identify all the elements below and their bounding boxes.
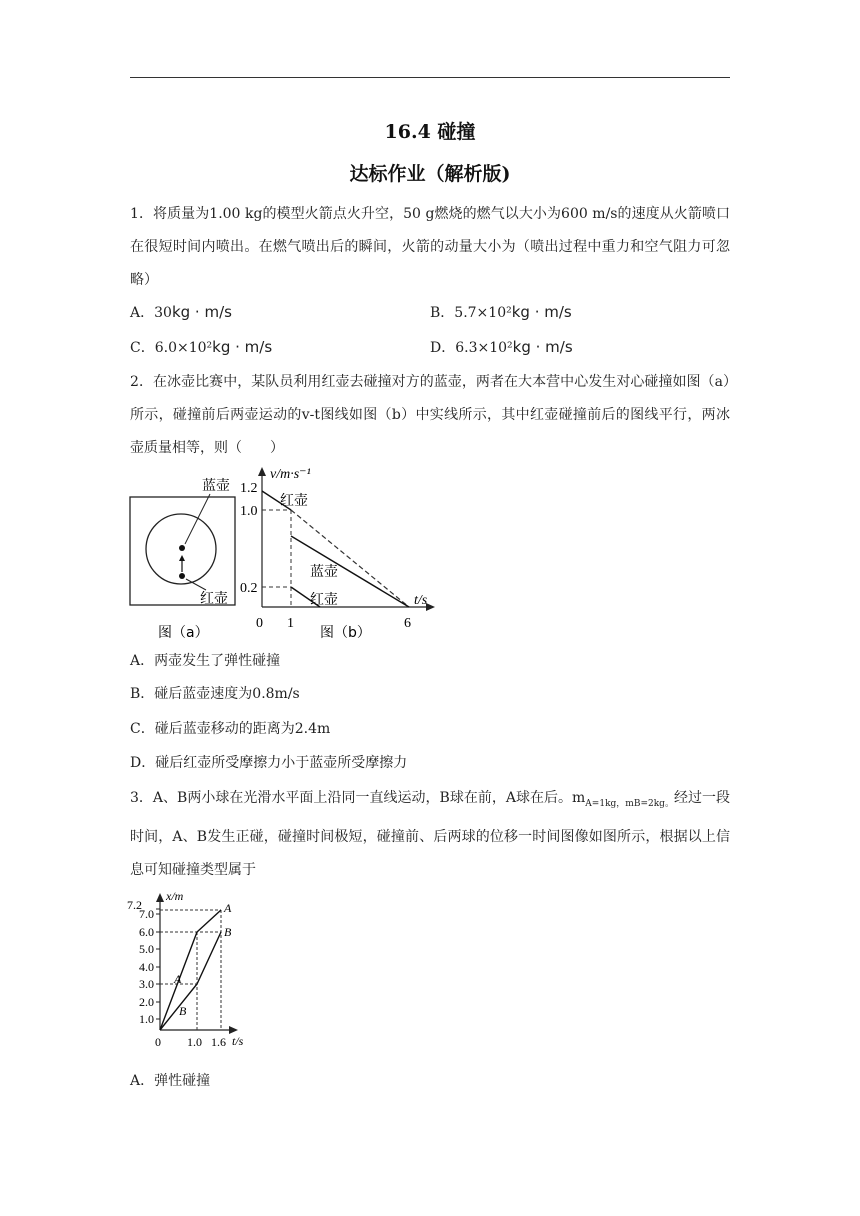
q3-figure — [120, 890, 290, 1060]
x-tick-1: 1 — [287, 616, 294, 631]
figure-a-caption: 图（a） — [158, 625, 209, 641]
y-tick-1-0: 1.0 — [139, 1012, 154, 1026]
blue-label: 蓝壶 — [310, 564, 338, 580]
y-tick-5-0: 5.0 — [139, 942, 154, 956]
q3-option-a: A．弹性碰撞 — [130, 1073, 211, 1089]
red-stone-label: 红壶 — [200, 591, 228, 607]
question-2-text: 2．在冰壶比赛中，某队员利用红壶去碰撞对方的蓝壶，两者在大本营中心发生对心碰撞如图（a）所示，碰撞前后两壶运动的v-t图线如图（b）中实线所示，其中红壶碰撞前后的图线平行，两冰壶质量相等，则（ ） — [130, 374, 730, 456]
x-axis-label: t/s — [232, 1034, 244, 1048]
y-tick-1-0: 1.0 — [240, 504, 258, 519]
line-b — [160, 932, 221, 1030]
y-tick-7-0: 7.0 — [139, 907, 154, 921]
blue-stone-label: 蓝壶 — [202, 478, 230, 494]
q2-option-a: A．两壶发生了弹性碰撞 — [130, 653, 281, 669]
page-title: 16.4 碰撞 — [384, 121, 476, 143]
y-axis-label: v/m·s⁻¹ — [270, 467, 311, 482]
x-axis-label: t/s — [414, 593, 428, 608]
motion-arrowhead — [179, 555, 185, 561]
x-tick-1-6: 1.6 — [211, 1035, 226, 1049]
red-label-top: 红壶 — [280, 493, 308, 509]
header-rule — [130, 77, 730, 78]
y-axis-label: x/m — [166, 890, 184, 903]
x-tick-0: 0 — [256, 616, 263, 631]
label-b-mid: B — [179, 1004, 187, 1018]
y-tick-1-2: 1.2 — [240, 481, 258, 496]
q1-option-c: C．6.0×10²kg · m/s — [130, 338, 273, 356]
y-tick-6-0: 6.0 — [139, 925, 154, 939]
blue-stone — [179, 545, 185, 551]
label-b-end: B — [224, 925, 232, 939]
label-a-mid: A — [174, 972, 182, 986]
q1-option-b: B．5.7×10²kg · m/s — [430, 303, 572, 321]
red-stone — [179, 573, 185, 579]
x-tick-0: 0 — [155, 1035, 161, 1049]
q2-option-b: B．碰后蓝壶速度为0.8m/s — [130, 686, 300, 702]
x-axis-arrow — [426, 603, 435, 611]
y-axis-arrow — [156, 893, 164, 902]
question-3-text: 3．A、B两小球在光滑水平面上沿同一直线运动，B球在前，A球在后。$m_{A=1kg,mB=2kg。}$经过一段时间，A、B发生正碰，碰撞时间极短，碰撞前、后两球的位移一时间图像如图所示，根据以上信息可知碰撞类型属于 — [130, 790, 730, 878]
red-extrapolation-dashed — [291, 510, 409, 607]
question-1-text: 1．将质量为1.00 kg的模型火箭点火升空，50 g燃烧的燃气以大小为600 m/s的速度从火箭喷口在很短时间内喷出。在燃气喷出后的瞬间，火箭的动量大小为（喷出过程中重力和空气阻力可忽略） — [130, 206, 730, 288]
x-tick-1-0: 1.0 — [187, 1035, 202, 1049]
y-tick-0-2: 0.2 — [240, 581, 258, 596]
red-label-bottom: 红壶 — [310, 592, 338, 608]
figure-b-caption: 图（b） — [320, 625, 371, 641]
label-a-end: A — [224, 901, 232, 915]
q1-option-a: A．30kg · m/s — [130, 303, 232, 321]
y-tick-4-0: 4.0 — [139, 960, 154, 974]
q1-option-d: D．6.3×10²kg · m/s — [430, 338, 573, 356]
y-tick-2-0: 2.0 — [139, 995, 154, 1009]
y-axis-arrow — [258, 467, 266, 476]
blue-pointer — [185, 494, 210, 544]
q2-option-c: C．碰后蓝壶移动的距离为2.4m — [130, 721, 331, 737]
page-subtitle: 达标作业（解析版) — [349, 163, 511, 185]
x-axis-arrow — [229, 1026, 238, 1034]
q2-figure — [120, 462, 450, 647]
y-tick-7-2: 7.2 — [127, 898, 142, 912]
line-a — [160, 910, 221, 1030]
y-tick-3-0: 3.0 — [139, 977, 154, 991]
x-tick-6: 6 — [404, 616, 411, 631]
blue-after-line — [291, 536, 409, 607]
q2-option-d: D．碰后红壶所受摩擦力小于蓝壶所受摩擦力 — [130, 755, 408, 771]
